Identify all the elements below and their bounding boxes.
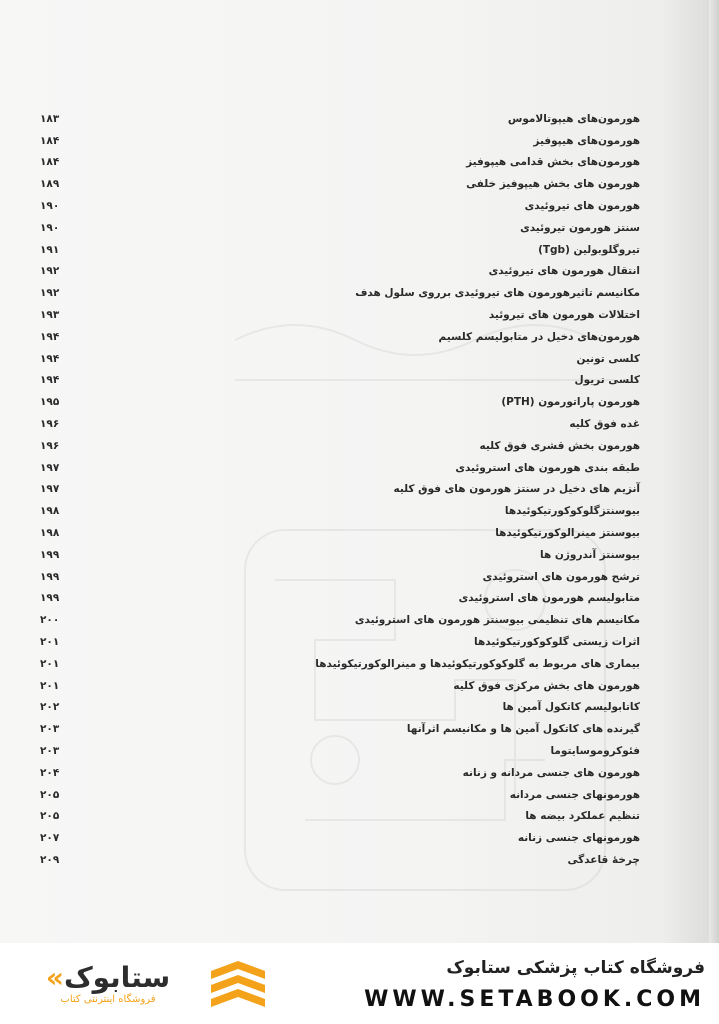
logo-name: ستابوک: [63, 960, 171, 994]
toc-entry: [40, 588, 640, 610]
toc-entry-page-number: ۱۸۳: [40, 112, 60, 125]
toc-entry-page-number: ۱۹۷: [40, 483, 60, 496]
toc-entry-page-number: ۲۰۵: [40, 810, 60, 823]
toc-entry-title: کاتابولیسم کاتکول آمین ها: [502, 701, 640, 714]
toc-entry-title: هورمون های بخش هیپوفیز خلفی: [466, 178, 640, 191]
toc-entry: [40, 152, 640, 174]
toc-entry: [40, 544, 640, 566]
toc-entry: [40, 675, 640, 697]
toc-entry-page-number: ۲۰۹: [40, 853, 60, 866]
toc-entry-page-number: ۱۹۹: [40, 548, 60, 561]
toc-entry-page-number: ۱۹۹: [40, 570, 60, 583]
toc-entry: [40, 217, 640, 239]
toc-entry-title: کلسی تونین: [576, 352, 640, 365]
toc-entry: [40, 391, 640, 413]
toc-entry-page-number: ۱۹۲: [40, 287, 60, 300]
toc-entry-page-number: ۱۹۸: [40, 527, 60, 540]
toc-entry: [40, 740, 640, 762]
toc-entry-title: اختلالات هورمون های تیروئید: [488, 309, 640, 322]
toc-entry-title: هورمون‌های دخیل در متابولیسم کلسیم: [438, 330, 640, 343]
toc-entry: [40, 326, 640, 348]
toc-entry-title: غده فوق کلیه: [569, 418, 640, 431]
page-edge: [709, 0, 719, 943]
toc-entry-title: هورمون های جنسی مردانه و زنانه: [462, 766, 640, 779]
toc-entry-page-number: ۲۰۵: [40, 788, 60, 801]
toc-entry-page-number: ۱۹۶: [40, 439, 60, 452]
table-of-contents: [40, 108, 640, 871]
toc-entry-page-number: ۱۹۴: [40, 352, 60, 365]
toc-entry-title: هورمون های تیروئیدی: [524, 200, 640, 213]
toc-entry-page-number: ۲۰۴: [40, 766, 60, 779]
logo-text: [45, 960, 171, 994]
toc-entry: [40, 370, 640, 392]
toc-entry: [40, 653, 640, 675]
toc-entry: [40, 304, 640, 326]
toc-entry-title: سنتز هورمون تیروئیدی: [520, 221, 640, 234]
toc-entry-page-number: ۲۰۷: [40, 832, 60, 845]
toc-entry-title: کلسی تریول: [574, 374, 640, 387]
toc-entry: [40, 239, 640, 261]
toc-entry-title: طبقه بندی هورمون های استروئیدی: [455, 461, 640, 474]
toc-entry-page-number: ۱۹۰: [40, 221, 60, 234]
toc-entry-title: بیماری های مربوط به گلوکوکورتیکوئیدها و مینرالوکورتیکوئیدها: [315, 657, 640, 670]
toc-entry-page-number: ۱۹۲: [40, 265, 60, 278]
toc-entry-title: هورمون‌های بخش قدامی هیپوفیز: [466, 156, 640, 169]
toc-entry-page-number: ۱۹۱: [40, 243, 60, 256]
toc-entry: [40, 457, 640, 479]
toc-entry-page-number: ۱۹۷: [40, 461, 60, 474]
toc-entry: [40, 108, 640, 130]
toc-entry-page-number: ۱۹۰: [40, 200, 60, 213]
toc-entry-page-number: ۱۸۹: [40, 178, 60, 191]
logo-tagline: فروشگاه اینترنتی کتاب: [60, 993, 156, 1005]
toc-entry-title: هورمون پاراتورمون (PTH): [501, 396, 640, 409]
stacked-chevrons-icon: [203, 957, 273, 1012]
toc-entry-page-number: ۲۰۳: [40, 723, 60, 736]
toc-entry-page-number: ۲۰۱: [40, 679, 60, 692]
toc-entry-title: گیرنده های کاتکول آمین ها و مکانیسم اثرآنها: [406, 723, 640, 736]
toc-entry-title: بیوسنتز مینرالوکورتیکوئیدها: [495, 527, 640, 540]
toc-entry-title: تیروگلوبولین (Tgb): [538, 243, 640, 256]
toc-entry-title: فئوکروموسایتوما: [550, 745, 640, 757]
toc-entry-title: مکانیسم های تنظیمی بیوسنتز هورمون های استروئیدی: [354, 614, 640, 627]
toc-entry: [40, 173, 640, 195]
toc-entry: [40, 718, 640, 740]
toc-entry: [40, 435, 640, 457]
toc-entry-title: اثرات زیستی گلوکوکورتیکوئیدها: [474, 636, 640, 649]
toc-entry: [40, 827, 640, 849]
toc-entry-title: بیوسنتز آندروژن ها: [540, 548, 640, 561]
toc-entry: [40, 130, 640, 152]
store-url[interactable]: WWW.SETABOOK.COM: [364, 987, 705, 1012]
toc-entry-page-number: ۲۰۱: [40, 657, 60, 670]
toc-entry-page-number: ۲۰۰: [40, 614, 60, 627]
toc-entry: [40, 479, 640, 501]
toc-entry-title: آنزیم های دخیل در سنتز هورمون های فوق کلیه: [393, 483, 640, 496]
toc-entry: [40, 566, 640, 588]
toc-entry: [40, 697, 640, 719]
toc-entry: [40, 261, 640, 283]
toc-entry: [40, 784, 640, 806]
logo-chevron-icon: «: [45, 960, 64, 994]
toc-entry: [40, 522, 640, 544]
setabook-logo: [28, 957, 278, 1012]
toc-entry-title: هورمون های بخش مرکزی فوق کلیه: [453, 679, 640, 692]
toc-entry: [40, 762, 640, 784]
toc-entry: [40, 631, 640, 653]
toc-entry-title: هورمون‌های هیپوتالاموس: [507, 112, 640, 125]
toc-entry-title: هورمونهای جنسی زنانه: [517, 832, 640, 845]
toc-entry-page-number: ۱۹۳: [40, 309, 60, 322]
toc-entry-page-number: ۱۹۹: [40, 592, 60, 605]
toc-entry-page-number: ۱۹۸: [40, 505, 60, 518]
toc-entry: [40, 849, 640, 871]
toc-entry: [40, 282, 640, 304]
toc-entry: [40, 348, 640, 370]
toc-entry: [40, 609, 640, 631]
toc-entry: [40, 806, 640, 828]
toc-entry-page-number: ۱۹۴: [40, 330, 60, 343]
toc-entry-title: چرخهٔ قاعدگی: [567, 853, 640, 866]
toc-entry-title: هورمون بخش قشری فوق کلیه: [479, 439, 640, 452]
toc-entry-page-number: ۱۹۶: [40, 418, 60, 431]
toc-entry: [40, 413, 640, 435]
toc-entry-title: ترشح هورمون های استروئیدی: [482, 570, 640, 583]
toc-entry-page-number: ۱۸۴: [40, 134, 60, 147]
toc-entry: [40, 195, 640, 217]
toc-entry: [40, 500, 640, 522]
toc-entry-page-number: ۱۹۵: [40, 396, 60, 409]
toc-entry-title: بیوسنتزگلوکوکورتیکوئیدها: [504, 505, 640, 518]
toc-entry-page-number: ۲۰۲: [40, 701, 60, 714]
toc-entry-page-number: ۱۹۴: [40, 374, 60, 387]
toc-entry-title: انتقال هورمون های تیروئیدی: [488, 265, 640, 278]
toc-entry-title: هورمون‌های هیپوفیز: [533, 134, 640, 147]
toc-entry-page-number: ۲۰۱: [40, 636, 60, 649]
toc-entry-title: مکانیسم تاثیرهورمون های تیروئیدی برروی سلول هدف: [355, 287, 640, 300]
toc-entry-title: تنظیم عملکرد بیضه ها: [525, 810, 640, 823]
toc-entry-title: هورمونهای جنسی مردانه: [509, 788, 640, 801]
store-banner: [0, 943, 719, 1024]
toc-entry-page-number: ۲۰۳: [40, 745, 60, 757]
logo-wordmark: [28, 957, 188, 1012]
store-name: فروشگاه کتاب پزشکی ستابوک: [446, 958, 705, 978]
toc-entry-title: متابولیسم هورمون های استروئیدی: [458, 592, 640, 605]
toc-entry-page-number: ۱۸۴: [40, 156, 60, 169]
